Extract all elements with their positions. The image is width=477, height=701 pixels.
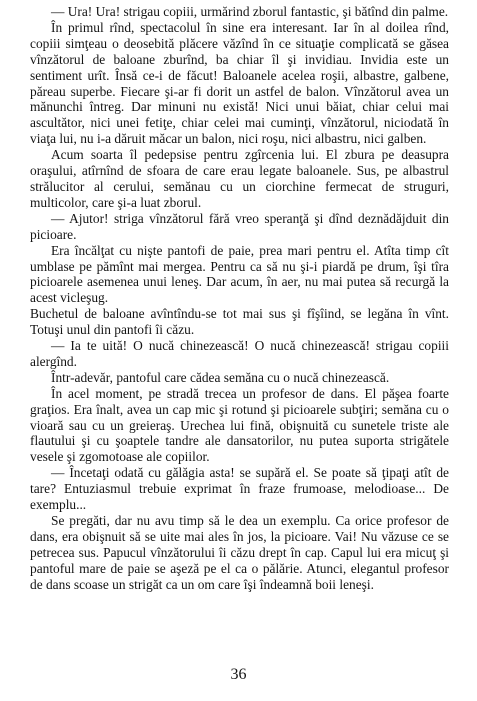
paragraph-4: — Ajutor! striga vînzătorul fără vreo speranţă şi dînd deznădăjduit din picioare. xyxy=(30,210,449,242)
paragraph-6: Buchetul de baloane avîntîndu-se tot mai sus şi fîşîind, se legăna în vînt. Totuşi unul din pantofi îi căzu. xyxy=(30,306,449,338)
paragraph-1: — Ura! Ura! strigau copiii, urmărind zborul fantastic, şi bătînd din palme. xyxy=(51,4,449,19)
paragraph-11: Se pregăti, dar nu avu timp să le dea un exemplu. Ca orice profesor de dans, era obişnuit să se uite mai ales în jos, la picioare. Vai! Nu văzuse ce se petrecea sus. Papucul vînzătorului îi căzu drept în cap. Capul lui era micuţ şi pantoful mare de paie se aşeză pe el ca o pălărie. Atunci, elegantul profesor de dans scoase un strigăt ca un om care îşi îndeamnă boii leneşi. xyxy=(30,513,449,592)
paragraph-8: Într-adevăr, pantoful care cădea semăna cu o nucă chinezească. xyxy=(51,369,390,385)
page-number: 36 xyxy=(230,666,247,683)
paragraph-9: În acel moment, pe stradă trecea un profesor de dans. El păşea foarte graţios. Era înalt, avea un cap mic şi rotund şi picioarele subţiri; semăna cu o vioară sau cu un greieraş. Urechea lui fină, obişnuită cu sunetele triste ale flautului şi cu şoaptele tandre ale dansatorilor, nu putea suporta strigătele vesele şi zgomotoase ale copiilor. xyxy=(30,385,449,465)
paragraph-5: Era încălţat cu nişte pantofi de paie, prea mari pentru el. Atîta timp cît umblase pe pămînt mai mergea. Pentru ca să nu şi-i piardă pe drum, îşi tîra picioarele asemenea unui leneş. Dar acum, în aer, nu mai putea să recurgă la acest vicleşug. xyxy=(30,242,449,306)
page-body-text xyxy=(30,4,449,593)
paragraph-3: Acum soarta îl pedepsise pentru zgîrcenia lui. El zbura pe deasupra oraşului, atîrnînd de sfoara de care erau legate baloanele. Sus, pe albastrul strălucitor al cerului, semănau cu un ciorchine fermecat de struguri, multicolor, care şi-a luat zborul. xyxy=(30,147,449,210)
paragraph-10: — Încetaţi odată cu gălăgia asta! se supără el. Se poate să ţipaţi atît de tare? Entuziasmul trebuie exprimat în fraze frumoase, melodioase... De exemplu... xyxy=(30,465,449,513)
paragraph-2: În primul rînd, spectacolul în sine era interesant. Iar în al doilea rînd, copiii simţeau o deosebită plăcere văzînd în ce situaţie complicată se găsea vînzătorul de baloane zburînd, ba chiar îl şi invidiau. Invidia este un sentiment urît. Însă ce-i de făcut! Baloanele acelea roşii, albastre, galbene, păreau superbe. Fiecare şi-ar fi dorit un astfel de balon. Vînzătorul avea un mănunchi întreg. Dar minuni nu există! Nici unui băiat, chiar celui mai ascultător, nici unei fetiţe, chiar celei mai cuminţi, vînzătorul, niciodată în viaţa lui, nu i-a dăruit măcar un balon, nici roşu, nici albastru, nici galben. xyxy=(30,19,449,147)
paragraph-7: — Ia te uită! O nucă chinezească! O nucă chinezească! strigau copiii alergînd. xyxy=(30,338,449,369)
